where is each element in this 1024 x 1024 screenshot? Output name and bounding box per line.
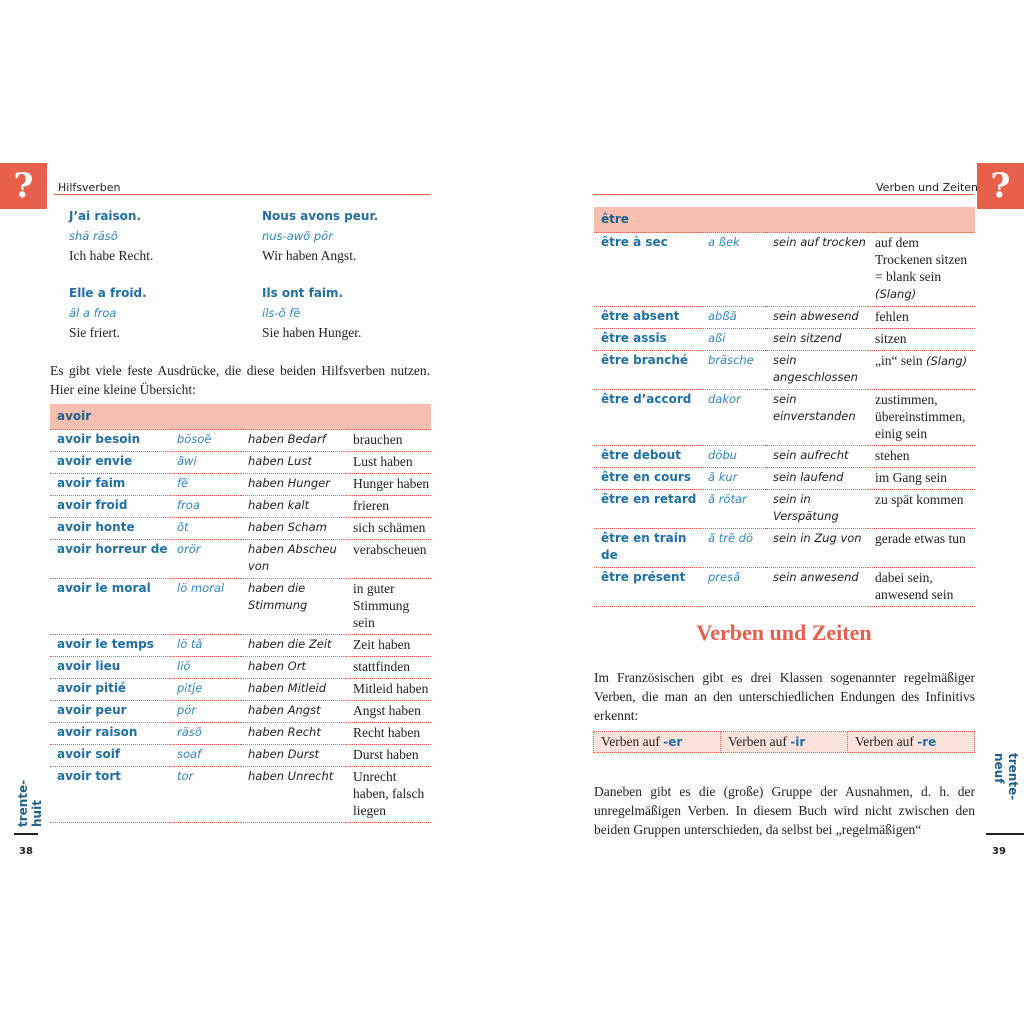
literal-translation-text: haben Bedarf [248,432,326,446]
german-translation-text: gerade etwas tun [875,531,966,546]
german-translation-text: brauchen [353,432,403,447]
german-translation [346,767,431,823]
phrase-french: J’ai raison. [69,209,142,223]
table-row [50,767,431,823]
table-row [594,446,975,468]
endings-table [593,731,975,753]
table-row [50,723,431,745]
literal-translation [766,307,868,329]
ending-label: Verben auf [855,734,918,749]
german-translation [868,233,975,307]
german-translation-text: „in“ sein [875,353,923,368]
phonetic-text: tor [177,769,194,783]
french-expression [50,701,170,723]
german-translation-text: in guter Stimmung sein [353,581,410,630]
phrase-phonetic: shä räsõ [69,228,118,243]
table-row [50,430,431,452]
phonetic [701,490,766,529]
german-translation [868,351,975,390]
table-row [594,233,975,307]
literal-translation-text: sein aufrecht [773,448,849,462]
german-translation-text: Mitleid haben [353,681,429,696]
ending-label: Verben auf [601,734,664,749]
literal-translation [241,540,346,579]
german-translation [868,390,975,446]
phonetic-text: dakor [708,392,741,406]
german-translation-text: Unrecht haben, falsch liegen [353,769,425,818]
table-row [50,745,431,767]
german-translation-text: dabei sein, anwesend sein [875,570,954,602]
phrase-french: Nous avons peur. [262,209,379,223]
french-expression-text: avoir horreur de [57,542,168,556]
phonetic-text: froa [177,498,200,512]
phrase-french: Ils ont faim. [262,286,344,300]
ending-cell [848,732,975,753]
french-expression-text: être à sec [601,235,668,249]
literal-translation [766,329,868,351]
german-translation [346,496,431,518]
german-translation [346,474,431,496]
french-expression-text: être en retard [601,492,697,506]
german-translation [346,430,431,452]
phonetic-text: presã [708,570,741,584]
table-row [50,657,431,679]
french-expression [594,529,701,568]
german-translation [346,518,431,540]
literal-translation [241,767,346,823]
french-expression-text: avoir le temps [57,637,154,651]
phonetic [170,452,241,474]
french-expression [50,474,170,496]
french-expression [50,657,170,679]
literal-translation [766,233,868,307]
page-number: 39 [992,846,1006,857]
german-translation-text: Durst haben [353,747,419,762]
german-translation [346,452,431,474]
french-expression-text: avoir lieu [57,659,121,673]
phonetic-text: õt [177,520,189,534]
french-expression-text: avoir le moral [57,581,151,595]
phonetic [170,540,241,579]
literal-translation [766,529,868,568]
french-expression [594,329,701,351]
intro-paragraph: Es gibt viele feste Ausdrücke, die diese beiden Hilfsverben nutzen. Hier eine kleine Übersicht: [50,363,430,397]
french-expression [50,540,170,579]
literal-translation-text: sein in Verspätung [773,492,839,523]
german-translation-text: Hunger haben [353,476,430,491]
literal-translation-text: haben Abscheu von [248,542,337,573]
phrase-block [69,284,147,343]
literal-translation-text: sein sitzend [773,331,842,345]
phrase-phonetic: ils-õ fẽ [262,305,301,320]
french-expression [50,518,170,540]
phonetic-text: lö tã [177,637,203,651]
literal-translation [241,723,346,745]
phonetic-text: räsõ [177,725,202,739]
literal-translation-text: sein auf trocken [773,235,866,249]
page-number-bar [14,833,38,835]
literal-translation-text: sein anwesend [773,570,859,584]
header-rule-left [54,194,430,195]
phonetic-text: ã kur [708,470,738,484]
phonetic [701,446,766,468]
phonetic-text: a ßek [708,235,740,249]
french-expression-text: avoir froid [57,498,128,512]
phonetic [170,496,241,518]
avoir-table [50,404,431,823]
french-expression [594,446,701,468]
phonetic-text: aßi [708,331,726,345]
usage-note: (Slang) [925,354,968,368]
phrase-phonetic: nus-awõ pör [262,228,333,243]
phonetic [701,307,766,329]
german-translation [868,468,975,490]
phonetic-text: pitje [177,681,203,695]
literal-translation-text: haben die Zeit [248,637,332,651]
ending-label: Verben auf [728,734,791,749]
french-expression [594,351,701,390]
german-translation-text: sich schämen [353,520,426,535]
german-translation [346,701,431,723]
german-translation [346,745,431,767]
literal-translation-text: haben Hunger [248,476,330,490]
phonetic-text: pör [177,703,197,717]
literal-translation [766,490,868,529]
literal-translation-text: haben Ort [248,659,306,673]
literal-translation [241,474,346,496]
literal-translation-text: haben Unrecht [248,769,334,783]
phonetic [170,657,241,679]
table-row [50,518,431,540]
french-expression-text: être d’accord [601,392,692,406]
phonetic [701,351,766,390]
table-row [594,329,975,351]
literal-translation-text: sein angeschlossen [773,353,858,384]
phonetic [701,529,766,568]
phrase-german: Sie friert. [69,325,120,340]
ending-suffix: -re [917,735,937,749]
phonetic [170,518,241,540]
french-expression-text: être assis [601,331,667,345]
literal-translation [766,351,868,390]
phonetic [170,767,241,823]
german-translation [346,635,431,657]
german-translation-text: Recht haben [353,725,421,740]
header-rule-right [593,194,973,195]
table-row [50,496,431,518]
french-expression-text: avoir faim [57,476,126,490]
german-translation [868,329,975,351]
german-translation [868,490,975,529]
phonetic [170,635,241,657]
literal-translation [241,579,346,635]
etre-table [594,207,975,607]
german-translation-text: auf dem Trockenen sitzen = blank sein [875,235,968,284]
german-translation [868,529,975,568]
phrase-phonetic: äl a froa [69,305,117,320]
german-translation [346,579,431,635]
page-side-label: trente-huit [16,779,44,827]
french-expression [594,468,701,490]
french-expression [594,307,701,329]
phrase-french: Elle a froid. [69,286,147,300]
phonetic [170,723,241,745]
phonetic [701,329,766,351]
german-translation-text: Angst haben [353,703,421,718]
french-expression-text: avoir pitié [57,681,127,695]
phonetic [170,745,241,767]
phonetic [170,701,241,723]
table-row [50,635,431,657]
french-expression [50,452,170,474]
table-row [594,490,975,529]
literal-translation [766,390,868,446]
french-expression [594,390,701,446]
french-expression-text: être branché [601,353,689,367]
phonetic-text: ã trẽ dö [708,531,754,545]
french-expression [50,635,170,657]
phonetic [701,233,766,307]
literal-translation [241,452,346,474]
german-translation [346,723,431,745]
french-expression-text: avoir honte [57,520,135,534]
german-translation-text: zustimmen, übereinstimmen, einig sein [875,392,966,441]
running-header-right: Verben und Zeiten [876,181,979,194]
ending-suffix: -er [663,735,683,749]
literal-translation [241,701,346,723]
german-translation-text: sitzen [875,331,907,346]
german-translation [346,657,431,679]
literal-translation-text: sein in Zug von [773,531,862,545]
literal-translation [241,745,346,767]
french-expression [50,496,170,518]
literal-translation [766,446,868,468]
french-expression-text: avoir peur [57,703,127,717]
phonetic-text: döbu [708,448,737,462]
table-row [594,468,975,490]
usage-note: (Slang) [875,287,917,301]
german-translation-text: Lust haben [353,454,413,469]
literal-translation-text: haben Mitleid [248,681,327,695]
literal-translation [241,496,346,518]
table-row [50,701,431,723]
running-header-left: Hilfsverben [58,181,121,194]
literal-translation-text: haben kalt [248,498,310,512]
phrase-block [262,207,378,266]
literal-translation-text: haben Scham [248,520,327,534]
german-translation-text: verabscheuen [353,542,427,557]
literal-translation-text: haben die Stimmung [248,581,308,612]
german-translation [346,540,431,579]
german-translation [868,307,975,329]
phrase-block [262,284,361,343]
phonetic-text: ãwi [177,454,197,468]
phonetic-text: ã rötar [708,492,747,506]
table-title: être [594,207,975,233]
table-row [50,679,431,701]
table-row [594,351,975,390]
table-row [50,579,431,635]
section-title: Verben und Zeiten [696,620,872,645]
section-body: Daneben gibt es die (große) Gruppe der Ausnahmen, d. h. der unregelmäßigen Verben. In diesem Buch wird nicht zwischen den beiden Gruppen unterschieden, da selbst bei „regelmäßigen“ [594,784,975,837]
table-row [50,540,431,579]
literal-translation [766,568,868,607]
table-row [594,307,975,329]
french-expression-text: être présent [601,570,686,584]
literal-translation [766,468,868,490]
ending-cell [594,732,721,753]
phonetic-text: lö moral [177,581,225,595]
literal-translation [241,635,346,657]
phrase-german: Sie haben Hunger. [262,325,362,340]
phonetic-text: soaf [177,747,202,761]
question-mark-icon: ? [977,163,1024,209]
literal-translation-text: haben Durst [248,747,320,761]
page-number: 38 [19,846,33,857]
french-expression-text: être absent [601,309,680,323]
table-row [594,390,975,446]
table-row [594,568,975,607]
literal-translation [241,518,346,540]
french-expression [594,568,701,607]
literal-translation-text: haben Recht [248,725,321,739]
french-expression-text: avoir besoin [57,432,141,446]
french-expression [50,767,170,823]
phonetic [701,568,766,607]
literal-translation [241,679,346,701]
french-expression-text: avoir envie [57,454,133,468]
ending-suffix: -ir [790,735,806,749]
german-translation-text: zu spät kommen [875,492,964,507]
phonetic-text: liö [177,659,191,673]
question-mark-icon: ? [0,163,47,209]
phonetic-text: bösoẽ [177,432,212,446]
german-translation-text: fehlen [875,309,909,324]
literal-translation [241,657,346,679]
phonetic-text: orör [177,542,201,556]
french-expression [50,723,170,745]
phonetic [170,679,241,701]
german-translation [868,446,975,468]
french-expression-text: être en train de [601,531,687,562]
phonetic [170,474,241,496]
phonetic [170,579,241,635]
german-translation-text: frieren [353,498,389,513]
phonetic-text: abßã [708,309,737,323]
french-expression [50,579,170,635]
phonetic-text: fẽ [177,476,189,490]
table-title: avoir [50,404,431,430]
phonetic [701,390,766,446]
literal-translation-text: sein abwesend [773,309,859,323]
german-translation [868,568,975,607]
page-number-bar [986,833,1024,835]
phonetic [170,430,241,452]
french-expression-text: avoir raison [57,725,138,739]
section-intro: Im Französischen gibt es drei Klassen sogenannter regelmäßiger Verben, die man an den unterschiedlichen Endungen des Infinitivs erkennt: [594,670,975,723]
literal-translation [241,430,346,452]
page-side-label: trente-neuf [992,753,1020,801]
table-row [50,452,431,474]
french-expression [50,430,170,452]
literal-translation-text: sein laufend [773,470,844,484]
french-expression-text: avoir soif [57,747,121,761]
french-expression-text: être debout [601,448,681,462]
table-row [50,474,431,496]
phonetic [701,468,766,490]
phonetic-text: bräsche [708,353,754,367]
literal-translation-text: haben Lust [248,454,312,468]
phrase-block [69,207,153,266]
german-translation-text: stattfinden [353,659,410,674]
phrase-german: Wir haben Angst. [262,248,357,263]
ending-cell [721,732,848,753]
table-row [594,529,975,568]
french-expression [50,679,170,701]
german-translation-text: Zeit haben [353,637,411,652]
german-translation [346,679,431,701]
french-expression-text: avoir tort [57,769,122,783]
french-expression [594,233,701,307]
literal-translation-text: sein einverstanden [773,392,856,423]
phrase-german: Ich habe Recht. [69,248,154,263]
french-expression [50,745,170,767]
german-translation-text: im Gang sein [875,470,947,485]
french-expression [594,490,701,529]
literal-translation-text: haben Angst [248,703,321,717]
french-expression-text: être en cours [601,470,691,484]
german-translation-text: stehen [875,448,910,463]
